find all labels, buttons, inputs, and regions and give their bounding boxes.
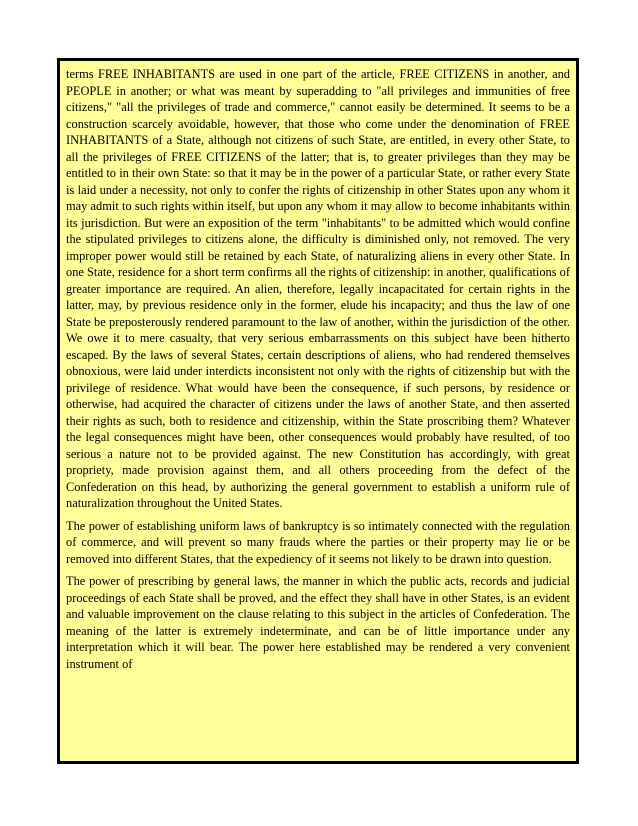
document-page (57, 58, 579, 764)
paragraph-bankruptcy: The power of establishing uniform laws of bankruptcy is so intimately connected with the regulation of commerce, and will prevent so many frauds where the parties or their property may lie or be removed into different States, that the expediency of it seems not likely to be drawn into question. (66, 518, 570, 566)
paragraph-naturalization: terms FREE INHABITANTS are used in one part of the article, FREE CITIZENS in another, and PEOPLE in another; or what was meant by superadding to "all privileges and immunities of free citizens," "all the privileges of trade and commerce," cannot easily be determined. It seems to be a construction scarcely avoidable, however, that those who come under the denomination of FREE INHABITANTS of a State, although not citizens of such State, are entitled, in every other State, to all the privileges of FREE CITIZENS of the latter; that is, to greater privileges than they may be entitled to in their own State: so that it may be in the power of a particular State, or rather every State is laid under a necessity, not only to confer the rights of citizenship in other States upon any whom it may admit to such rights within itself, but upon any whom it may allow to become inhabitants within its jurisdiction. But were an exposition of the term "inhabitants" to be admitted which would confine the stipulated privileges to citizens alone, the difficulty is diminished only, not removed. The very improper power would still be retained by each State, of naturalizing aliens in every other State. In one State, residence for a short term confirms all the rights of citizenship: in another, qualifications of greater importance are required. An alien, therefore, legally incapacitated for certain rights in the latter, may, by previous residence only in the former, elude his incapacity; and thus the law of one State be preposterously rendered paramount to the law of another, within the jurisdiction of the other. We owe it to mere casualty, that very serious embarrassments on this subject have been hitherto escaped. By the laws of several States, certain descriptions of aliens, who had rendered themselves obnoxious, were laid under interdicts inconsistent not only with the rights of citizenship but with the privilege of residence. What would have been the consequence, if such persons, by residence or otherwise, had acquired the character of citizens under the laws of another State, and then asserted their rights as such, both to residence and citizenship, within the State proscribing them? Whatever the legal consequences might have been, other consequences would probably have resulted, of too serious a nature not to be provided against. The new Constitution has accordingly, with great propriety, made provision against them, and all others proceeding from the defect of the Confederation on this head, by authorizing the general government to establish a uniform rule of naturalization throughout the United States. (66, 67, 570, 510)
paragraph-public-acts: The power of prescribing by general laws, the manner in which the public acts, records and judicial proceedings of each State shall be proved, and the effect they shall have in other States, is an evident and valuable improvement on the clause relating to this subject in the articles of Confederation. The meaning of the latter is extremely indeterminate, and can be of little importance under any interpretation which it will bear. The power here established may be rendered a very convenient instrument of (66, 574, 570, 671)
